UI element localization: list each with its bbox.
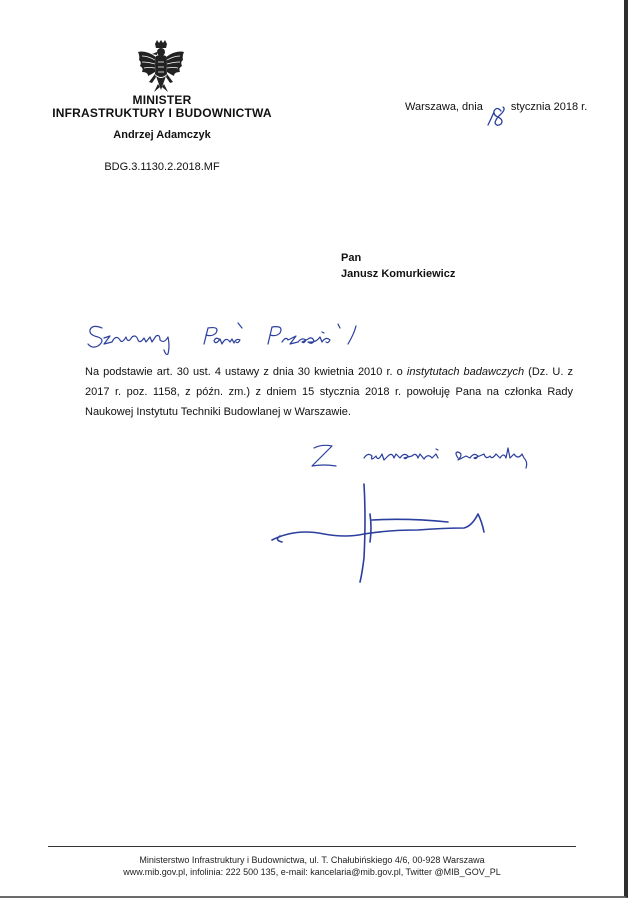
- letter-body: [85, 362, 573, 422]
- footer-address: Ministerstwo Infrastruktury i Budownictwa, ul. T. Chałubińskiego 4/6, 00-928 Warszawa: [139, 855, 485, 865]
- footer-divider: [48, 846, 576, 847]
- letter-body-act-title: instytutach badawczych: [406, 366, 525, 378]
- polish-eagle-icon: [136, 40, 186, 96]
- letter-body-part2: (Dz. U. z 2017 r. poz. 1158, z późn. zm.) z dniem 15 stycznia 2018 r. powołuję Pana na członka Rady Naukowej Instytutu Techniki Budowlanej w Warszawie.: [85, 366, 573, 418]
- letter-body-part1: Na podstawie art. 30 ust. 4 ustawy z dnia 30 kwietnia 2010 r. o: [85, 366, 407, 378]
- place-date-line: [405, 101, 587, 113]
- date-prefix: Warszawa, dnia: [405, 101, 483, 113]
- handwritten-day-number: [485, 104, 511, 128]
- footer-contacts: www.mib.gov.pl, infolinia: 222 500 135, e-mail: kancelaria@mib.gov.pl, Twitter @MIB_GOV_PL: [123, 867, 501, 877]
- reference-number: BDG.3.1130.2.2018.MF: [104, 161, 220, 173]
- date-suffix: stycznia 2018 r.: [510, 101, 588, 113]
- addressee-title: Pan: [341, 252, 362, 264]
- ministry-title-line2: INFRASTRUKTURY I BUDOWNICTWA: [52, 106, 272, 120]
- handwritten-signature: [268, 478, 494, 588]
- minister-name: Andrzej Adamczyk: [113, 129, 211, 141]
- ministry-title-line1: MINISTER: [132, 93, 192, 107]
- handwritten-closing: [308, 436, 538, 476]
- handwritten-salutation: [86, 320, 376, 356]
- addressee-name: Janusz Komurkiewicz: [341, 268, 456, 280]
